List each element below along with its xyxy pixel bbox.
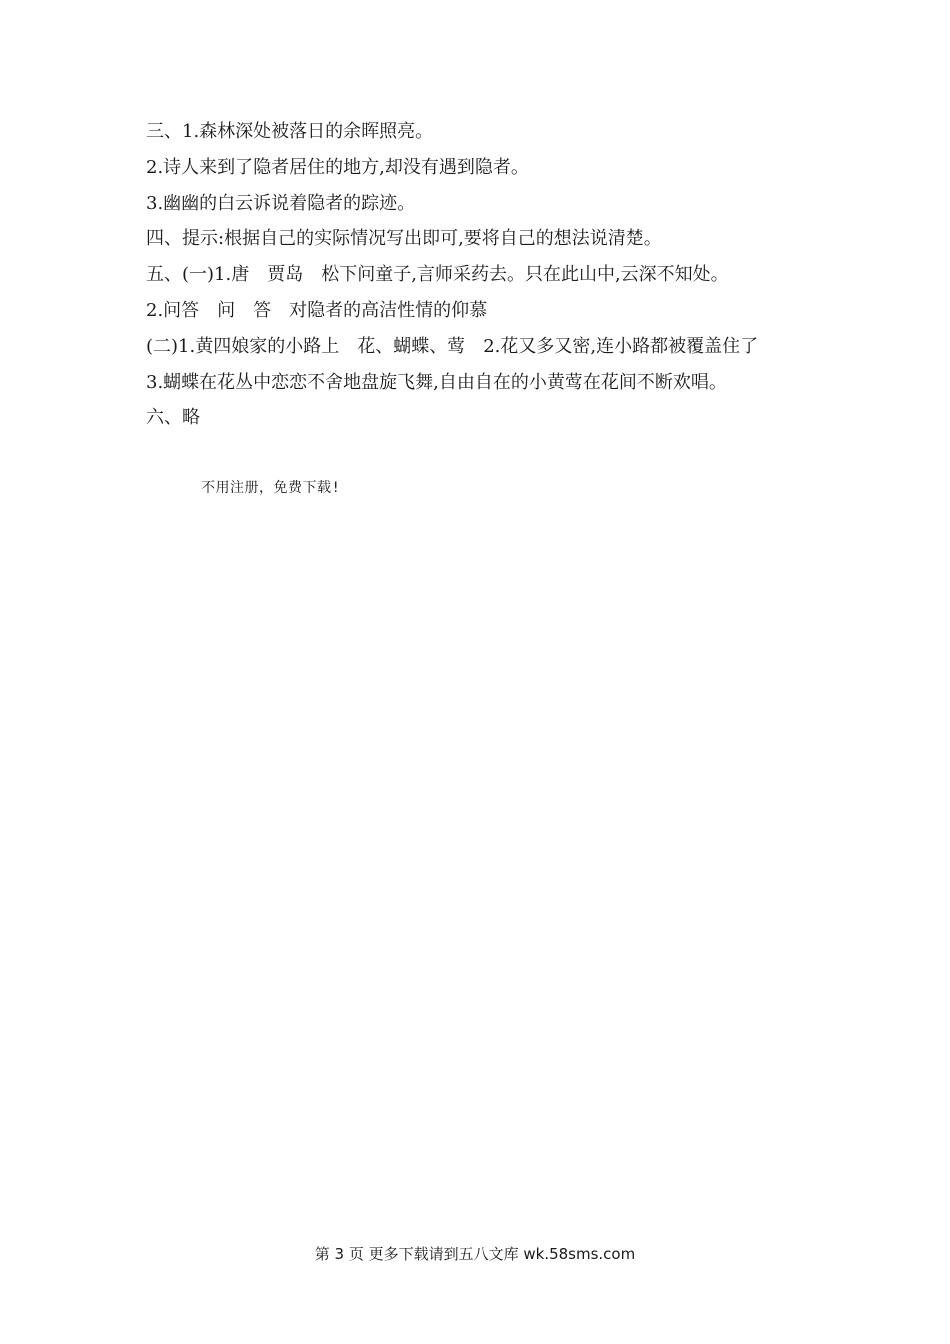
answer-line: 六、略 [146,407,200,429]
answer-line: 五、(一)1.唐 贾岛 松下问童子,言师采药去。只在此山中,云深不知处。 [146,264,729,286]
answer-line: 2.问答 问 答 对隐者的高洁性情的仰慕 [146,299,488,321]
answer-line: 3.蝴蝶在花丛中恋恋不舍地盘旋飞舞,自由自在的小黄莺在花间不断欢唱。 [146,371,727,393]
answer-line: (二)1.黄四娘家的小路上 花、蝴蝶、莺 2.花又多又密,连小路都被覆盖住了 [146,335,759,357]
page-footer: 第 3 页 更多下载请到五八文库 wk.58sms.com [314,1245,636,1263]
answer-list [146,120,826,442]
download-note: 不用注册，免费下载! [201,480,341,496]
answer-line: 2.诗人来到了隐者居住的地方,却没有遇到隐者。 [146,156,529,178]
answer-line: 3.幽幽的白云诉说着隐者的踪迹。 [146,192,416,214]
answer-line: 三、1.森林深处被落日的余晖照亮。 [146,121,434,142]
answer-line: 四、提示:根据自己的实际情况写出即可,要将自己的想法说清楚。 [146,228,662,250]
